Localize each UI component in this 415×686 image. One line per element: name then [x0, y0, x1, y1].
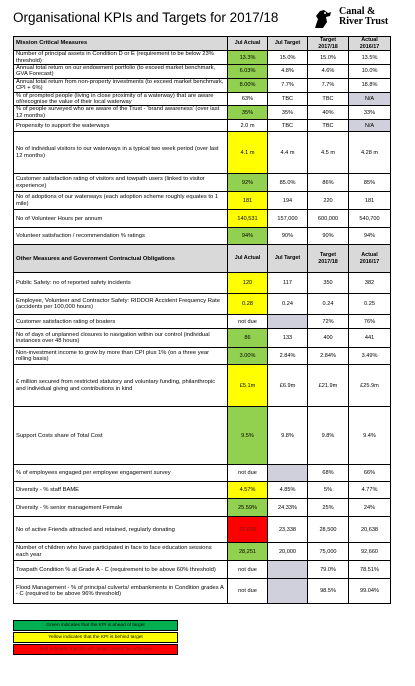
- kpi-measure: Customer satisfaction rating of boaters: [14, 315, 228, 329]
- annual-target-value: 600,000: [308, 210, 349, 228]
- prior-year-actual-value: N/A: [349, 92, 391, 106]
- jul-target-value: 157,000: [268, 210, 308, 228]
- annual-target-value: TBC: [308, 92, 349, 106]
- column-header: Target 2017/18: [308, 245, 349, 273]
- column-header: Actual 2016/17: [349, 245, 391, 273]
- legend-red: Red indicates that the KPI target cannot be achieved: [13, 644, 178, 655]
- kpi-row: [14, 315, 391, 329]
- kpi-row: [14, 106, 391, 120]
- jul-actual-value: 181: [228, 192, 268, 210]
- jul-target-value: 85.0%: [268, 174, 308, 192]
- kpi-row: [14, 210, 391, 228]
- jul-actual-value: 4.1 m: [228, 132, 268, 174]
- jul-actual-value: 9.5%: [228, 407, 268, 465]
- section-header-row: [14, 245, 391, 273]
- prior-year-actual-value: 33%: [349, 106, 391, 120]
- jul-target-value: 20,000: [268, 543, 308, 561]
- prior-year-actual-value: 181: [349, 192, 391, 210]
- kpi-row: [14, 517, 391, 543]
- jul-actual-value: not due: [228, 579, 268, 604]
- kpi-measure: Towpath Condition % at Grade A - C (requirement to be above 60% threshold): [14, 561, 228, 579]
- annual-target-value: 90%: [308, 228, 349, 245]
- report-header: [0, 0, 415, 36]
- jul-actual-value: 8.00%: [228, 78, 268, 92]
- prior-year-actual-value: 382: [349, 273, 391, 294]
- jul-target-value: £6.9m: [268, 365, 308, 407]
- prior-year-actual-value: 24%: [349, 499, 391, 517]
- page-title: Organisational KPIs and Targets for 2017/18: [13, 10, 279, 25]
- kpi-measure: Customer satisfaction rating of visitors and towpath users (linked to visitor experience): [14, 174, 228, 192]
- jul-target-value: 117: [268, 273, 308, 294]
- annual-target-value: 4.6%: [308, 65, 349, 79]
- annual-target-value: 25%: [308, 499, 349, 517]
- kpi-measure: No of adoptions of our waterways (each adoption scheme roughly equates to 1 mile): [14, 192, 228, 210]
- kpi-measure: Diversity - % senior management Female: [14, 499, 228, 517]
- prior-year-actual-value: 0.25: [349, 294, 391, 315]
- prior-year-actual-value: 18.8%: [349, 78, 391, 92]
- kpi-measure: Number of children who have participated in face to face education sessions each year: [14, 543, 228, 561]
- kpi-row: [14, 65, 391, 79]
- annual-target-value: 220: [308, 192, 349, 210]
- jul-actual-value: 86: [228, 329, 268, 348]
- kpi-measure: % of people surveyed who are aware of the Trust - 'brand awareness' (over last 12 months): [14, 106, 228, 120]
- jul-target-value: 24.33%: [268, 499, 308, 517]
- jul-actual-value: 0.28: [228, 294, 268, 315]
- jul-actual-value: 94%: [228, 228, 268, 245]
- kpi-measure: Employee, Volunteer and Contractor Safety: RIDDOR Accident Frequency Rate (accidents per 100,000 hours): [14, 294, 228, 315]
- logo-line-1: Canal &: [339, 6, 376, 17]
- prior-year-actual-value: 10.0%: [349, 65, 391, 79]
- kpi-row: [14, 499, 391, 517]
- annual-target-value: 15.0%: [308, 51, 349, 65]
- kpi-measure: Public Safety: no of reported safety incidents: [14, 273, 228, 294]
- prior-year-actual-value: 20,638: [349, 517, 391, 543]
- prior-year-actual-value: 441: [349, 329, 391, 348]
- annual-target-value: 86%: [308, 174, 349, 192]
- legend-yellow: Yellow indicates that the KPI is behind target: [13, 632, 178, 643]
- jul-target-value: 35%: [268, 106, 308, 120]
- jul-actual-value: £5.1m: [228, 365, 268, 407]
- jul-target-value: 7.7%: [268, 78, 308, 92]
- kpi-row: [14, 92, 391, 106]
- kpi-measure: No of active Friends attracted and retained, regularly donating: [14, 517, 228, 543]
- kpi-row: [14, 132, 391, 174]
- kpi-row: [14, 294, 391, 315]
- jul-actual-value: 13.3%: [228, 51, 268, 65]
- jul-target-value: 4.4 m: [268, 132, 308, 174]
- annual-target-value: 79.0%: [308, 561, 349, 579]
- kpi-row: [14, 579, 391, 604]
- horse-icon: [311, 7, 335, 31]
- jul-actual-value: 35%: [228, 106, 268, 120]
- column-header: Jul Actual: [228, 245, 268, 273]
- prior-year-actual-value: 13.5%: [349, 51, 391, 65]
- jul-actual-value: 6.03%: [228, 65, 268, 79]
- kpi-measure: Volunteer satisfaction / recommendation % ratings: [14, 228, 228, 245]
- kpi-row: [14, 465, 391, 482]
- kpi-measure: Annual total return on our endowment portfolio (to exceed market benchmark, GVA Forecast): [14, 65, 228, 79]
- prior-year-actual-value: 4.28 m: [349, 132, 391, 174]
- jul-target-value: TBC: [268, 92, 308, 106]
- column-header: Jul Target: [268, 245, 308, 273]
- section-heading: Other Measures and Government Contractual Obligations: [14, 245, 228, 273]
- annual-target-value: 72%: [308, 315, 349, 329]
- kpi-row: [14, 78, 391, 92]
- kpi-measure: No of individual visitors to our waterways in a typical two week period (over last 12 months): [14, 132, 228, 174]
- column-header: Jul Target: [268, 37, 308, 51]
- legend: [13, 620, 178, 656]
- column-header: Jul Actual: [228, 37, 268, 51]
- prior-year-actual-value: £25.9m: [349, 365, 391, 407]
- legend-green: Green indicates that the KPI is ahead of target: [13, 620, 178, 631]
- kpi-row: [14, 174, 391, 192]
- prior-year-actual-value: 540,700: [349, 210, 391, 228]
- kpi-row: [14, 51, 391, 65]
- kpi-row: [14, 348, 391, 365]
- jul-actual-value: 2.0 m: [228, 120, 268, 132]
- annual-target-value: 9.8%: [308, 407, 349, 465]
- prior-year-actual-value: N/A: [349, 120, 391, 132]
- jul-target-value: 0.24: [268, 294, 308, 315]
- jul-actual-value: 4.57%: [228, 482, 268, 499]
- annual-target-value: 5%: [308, 482, 349, 499]
- jul-target-value: 2.84%: [268, 348, 308, 365]
- kpi-measure: Propensity to support the waterways: [14, 120, 228, 132]
- jul-actual-value: 28,251: [228, 543, 268, 561]
- kpi-measure: % of employees engaged per employee engagement survey: [14, 465, 228, 482]
- prior-year-actual-value: 66%: [349, 465, 391, 482]
- kpi-measure: Diversity - % staff BAME: [14, 482, 228, 499]
- jul-actual-value: 63%: [228, 92, 268, 106]
- kpi-row: [14, 228, 391, 245]
- annual-target-value: 75,000: [308, 543, 349, 561]
- annual-target-value: 7.7%: [308, 78, 349, 92]
- column-header: Actual 2016/17: [349, 37, 391, 51]
- kpi-measure: No of days of unplanned closures to navigation within our control (individual instances over 48 hours): [14, 329, 228, 348]
- kpi-measure: Number of principal assets in Condition D or E (requirement to be below 23% threshold): [14, 51, 228, 65]
- annual-target-value: 4.5 m: [308, 132, 349, 174]
- annual-target-value: 98.5%: [308, 579, 349, 604]
- kpi-measure: No of Volunteer Hours per annum: [14, 210, 228, 228]
- jul-target-value: 90%: [268, 228, 308, 245]
- jul-actual-value: 22,699: [228, 517, 268, 543]
- jul-target-value: 9.8%: [268, 407, 308, 465]
- jul-actual-value: not due: [228, 561, 268, 579]
- jul-target-value: TBC: [268, 120, 308, 132]
- prior-year-actual-value: 92,660: [349, 543, 391, 561]
- jul-target-value: [268, 561, 308, 579]
- jul-target-value: [268, 465, 308, 482]
- annual-target-value: £21.9m: [308, 365, 349, 407]
- prior-year-actual-value: 94%: [349, 228, 391, 245]
- kpi-measure: Support Costs share of Total Cost: [14, 407, 228, 465]
- kpi-row: [14, 192, 391, 210]
- prior-year-actual-value: 99.04%: [349, 579, 391, 604]
- column-header: Target 2017/18: [308, 37, 349, 51]
- annual-target-value: 2.84%: [308, 348, 349, 365]
- annual-target-value: 68%: [308, 465, 349, 482]
- kpi-row: [14, 407, 391, 465]
- logo-line-2: River Trust: [339, 16, 389, 27]
- logo-text: [339, 7, 388, 27]
- jul-target-value: 23,338: [268, 517, 308, 543]
- jul-target-value: 4.8%: [268, 65, 308, 79]
- kpi-measure: Non-investment income to grow by more than CPI plus 1% (on a three year rolling basis): [14, 348, 228, 365]
- annual-target-value: 350: [308, 273, 349, 294]
- kpi-row: [14, 543, 391, 561]
- annual-target-value: 40%: [308, 106, 349, 120]
- prior-year-actual-value: 9.4%: [349, 407, 391, 465]
- prior-year-actual-value: 78.51%: [349, 561, 391, 579]
- jul-target-value: [268, 579, 308, 604]
- kpi-row: [14, 273, 391, 294]
- jul-actual-value: 25.59%: [228, 499, 268, 517]
- kpi-row: [14, 120, 391, 132]
- prior-year-actual-value: 4.77%: [349, 482, 391, 499]
- jul-actual-value: 140,531: [228, 210, 268, 228]
- section-heading: Mission Critical Measures: [14, 37, 228, 51]
- kpi-row: [14, 365, 391, 407]
- jul-target-value: 194: [268, 192, 308, 210]
- kpi-measure: Flood Management - % of principal culverts/ embankments in Condition grades A - C (required to be above 96% threshold): [14, 579, 228, 604]
- prior-year-actual-value: 85%: [349, 174, 391, 192]
- kpi-table: [13, 36, 391, 604]
- kpi-measure: £ million secured from restricted statutory and voluntary funding, philanthropic and individual giving and contributions in kind: [14, 365, 228, 407]
- kpi-measure: Annual total return from non-property investments (to exceed market benchmark, CPI + 6%): [14, 78, 228, 92]
- jul-target-value: 15.0%: [268, 51, 308, 65]
- jul-actual-value: 92%: [228, 174, 268, 192]
- annual-target-value: 28,500: [308, 517, 349, 543]
- annual-target-value: TBC: [308, 120, 349, 132]
- prior-year-actual-value: 76%: [349, 315, 391, 329]
- jul-actual-value: not due: [228, 465, 268, 482]
- annual-target-value: 0.24: [308, 294, 349, 315]
- jul-target-value: 133: [268, 329, 308, 348]
- kpi-row: [14, 482, 391, 499]
- section-header-row: [14, 37, 391, 51]
- kpi-row: [14, 561, 391, 579]
- jul-actual-value: 3.00%: [228, 348, 268, 365]
- kpi-measure: % of prompted people (living in close proximity of a waterway) that are aware of/recognise the value of their local waterway: [14, 92, 228, 106]
- annual-target-value: 400: [308, 329, 349, 348]
- prior-year-actual-value: 3.49%: [349, 348, 391, 365]
- jul-target-value: 4.85%: [268, 482, 308, 499]
- jul-actual-value: 120: [228, 273, 268, 294]
- canal-river-trust-logo: [311, 5, 411, 33]
- jul-target-value: [268, 315, 308, 329]
- jul-actual-value: not due: [228, 315, 268, 329]
- kpi-row: [14, 329, 391, 348]
